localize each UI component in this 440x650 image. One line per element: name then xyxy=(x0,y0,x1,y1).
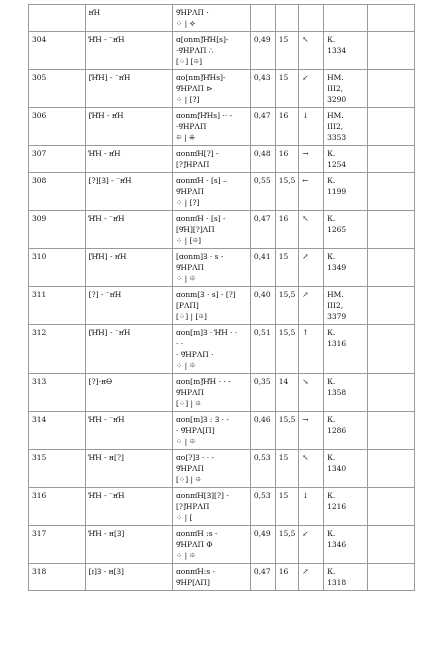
catalog-rows xyxy=(29,5,415,591)
legend-line: ·ꝮꞪPΛП xyxy=(176,122,207,131)
collection-reference xyxy=(324,374,368,412)
diameter-value: 15,5 xyxy=(275,287,299,325)
reverse-legend xyxy=(173,488,251,526)
die-axis-arrow: ↓ xyxy=(299,488,324,526)
reference-line: К. xyxy=(327,176,336,185)
die-axis-arrow: ↙ xyxy=(299,526,324,564)
table-row xyxy=(29,173,415,211)
obverse-inscription: ꞪꞪ - ʜ[?] xyxy=(85,450,172,488)
notes-cell xyxy=(367,173,414,211)
weight-value: 0,47 xyxy=(250,108,275,146)
weight-value: 0,49 xyxy=(250,526,275,564)
legend-line: ɑon[m]Ɜ : Ɜ · - xyxy=(176,415,229,424)
weight-value: 0,48 xyxy=(250,146,275,173)
obverse-inscription: [?]-ʜƟ xyxy=(85,374,172,412)
diameter-value: 15 xyxy=(275,70,299,108)
notes-cell xyxy=(367,108,414,146)
collection-reference xyxy=(324,249,368,287)
legend-line: ⯐ | ⁜ xyxy=(176,133,196,142)
reverse-legend xyxy=(173,374,251,412)
diameter-value: 15,5 xyxy=(275,526,299,564)
legend-line: ꝮꞪPΛП xyxy=(176,388,205,397)
reference-line: 1265 xyxy=(327,225,347,234)
entry-number: 311 xyxy=(29,287,86,325)
die-axis-arrow: ↓ xyxy=(299,108,324,146)
entry-number: 306 xyxy=(29,108,86,146)
diameter-value: 14 xyxy=(275,374,299,412)
die-axis-arrow: ↗ xyxy=(299,249,324,287)
catalog-page xyxy=(28,4,415,591)
reference-line: К. xyxy=(327,529,336,538)
legend-line: ⁘ | [?] xyxy=(176,95,200,104)
legend-line: [⁘] | ⯐ xyxy=(176,475,202,484)
die-axis-arrow: ↘ xyxy=(299,374,324,412)
legend-line: [⁘] | [⯐] xyxy=(176,312,207,321)
legend-line: ꝮꞪPΛП · xyxy=(176,8,209,17)
obverse-inscription: [ꞪꞪ] - ⁻ʜꞪ xyxy=(85,325,172,374)
weight-value: 0,53 xyxy=(250,450,275,488)
table-row xyxy=(29,249,415,287)
legend-line: [ɑonm]Ɜ · s - xyxy=(176,252,224,261)
reverse-legend xyxy=(173,32,251,70)
collection-reference xyxy=(324,173,368,211)
obverse-inscription: ꞪꞪ - ʜꞪ xyxy=(85,146,172,173)
reverse-legend xyxy=(173,564,251,591)
reference-line: III2, xyxy=(327,301,344,310)
reverse-legend xyxy=(173,146,251,173)
legend-line: [ꝮꞪ][?]ΛП xyxy=(176,225,215,234)
reference-line: К. xyxy=(327,252,336,261)
entry-number: 307 xyxy=(29,146,86,173)
reference-line: 1216 xyxy=(327,502,347,511)
legend-line: [PΛП] xyxy=(176,301,199,310)
notes-cell xyxy=(367,249,414,287)
reference-line: 1334 xyxy=(327,46,347,55)
die-axis-arrow: ↑ xyxy=(299,325,324,374)
reference-line: 1358 xyxy=(327,388,347,397)
legend-line: ꝮꞪP[ΛП] xyxy=(176,578,210,587)
weight-value: 0,40 xyxy=(250,287,275,325)
collection-reference xyxy=(324,412,368,450)
reference-line: К. xyxy=(327,453,336,462)
reference-line: К. xyxy=(327,377,336,386)
legend-line: ꝮꞪPΛП ⊳ xyxy=(176,84,213,93)
notes-cell xyxy=(367,526,414,564)
legend-line: [?]ꞪPΛП xyxy=(176,160,210,169)
diameter-value: 16 xyxy=(275,211,299,249)
diameter-value: 15,5 xyxy=(275,173,299,211)
weight-value: 0,53 xyxy=(250,488,275,526)
obverse-inscription: ꞪꞪ - ⁻ʜꞪ xyxy=(85,412,172,450)
reverse-legend xyxy=(173,526,251,564)
table-row xyxy=(29,374,415,412)
legend-line: ⁘ | ⯐ xyxy=(176,361,196,370)
weight-value: 0,47 xyxy=(250,564,275,591)
legend-line: ɑon[m]Ɜ · ꞪꞪ · · xyxy=(176,328,238,337)
weight-value: 0,51 xyxy=(250,325,275,374)
obverse-inscription: ꞪꞪ - ʜ[Ɜ] xyxy=(85,526,172,564)
die-axis-arrow: ← xyxy=(299,173,324,211)
reference-line: 1286 xyxy=(327,426,347,435)
legend-line: ɑonmꞪ[Ɜ][?] - xyxy=(176,491,229,500)
diameter-value: 16 xyxy=(275,108,299,146)
reference-line: 3290 xyxy=(327,95,347,104)
table-row xyxy=(29,211,415,249)
reverse-legend xyxy=(173,108,251,146)
legend-line: ⁘ | ⯐ xyxy=(176,437,196,446)
legend-line: ⁘ | ⯎ xyxy=(176,19,196,28)
collection-reference xyxy=(324,211,368,249)
legend-line: ɑonmꞪ[?] - xyxy=(176,149,219,158)
die-axis-arrow xyxy=(299,5,324,32)
weight-value: 0,35 xyxy=(250,374,275,412)
obverse-inscription: [ɪ]Ɜ - ʜ[Ɜ] xyxy=(85,564,172,591)
reference-line: 3353 xyxy=(327,133,347,142)
legend-line: · ꝮꞪPΛП · xyxy=(176,350,214,359)
legend-line: ꝮꞪPΛП xyxy=(176,187,205,196)
table-row xyxy=(29,526,415,564)
weight-value: 0,43 xyxy=(250,70,275,108)
weight-value xyxy=(250,5,275,32)
reference-line: 1349 xyxy=(327,263,347,272)
diameter-value: 15 xyxy=(275,488,299,526)
die-axis-arrow: ↗ xyxy=(299,287,324,325)
obverse-inscription: ꞪꞪ - ⁻ʜꞪ xyxy=(85,32,172,70)
table-row xyxy=(29,70,415,108)
reference-line: К. xyxy=(327,567,336,576)
reference-line: К. xyxy=(327,35,336,44)
table-row xyxy=(29,287,415,325)
collection-reference xyxy=(324,287,368,325)
legend-line: [⁘] | ⯐ xyxy=(176,399,202,408)
die-axis-arrow: ↖ xyxy=(299,211,324,249)
legend-line: ɑo[nm]ꞪꞪs]- xyxy=(176,73,226,82)
die-axis-arrow: ↖ xyxy=(299,450,324,488)
entry-number: 317 xyxy=(29,526,86,564)
legend-line: ⁘ | ⯐ xyxy=(176,274,196,283)
weight-value: 0,49 xyxy=(250,32,275,70)
legend-line: ⁘ | [ xyxy=(176,513,193,522)
reference-line: К. xyxy=(327,415,336,424)
legend-line: ɑo[?]Ɜ · · - xyxy=(176,453,215,462)
weight-value: 0,47 xyxy=(250,211,275,249)
collection-reference xyxy=(324,32,368,70)
table-row xyxy=(29,412,415,450)
reverse-legend xyxy=(173,5,251,32)
notes-cell xyxy=(367,5,414,32)
entry-number: 304 xyxy=(29,32,86,70)
legend-line: ꝮꞪPΛП xyxy=(176,263,205,272)
diameter-value: 15,5 xyxy=(275,412,299,450)
diameter-value: 16 xyxy=(275,564,299,591)
entry-number: 315 xyxy=(29,450,86,488)
table-row xyxy=(29,325,415,374)
entry-number: 314 xyxy=(29,412,86,450)
diameter-value xyxy=(275,5,299,32)
legend-line: ɑonmꞪ:s - xyxy=(176,567,216,576)
reference-line: К. xyxy=(327,214,336,223)
reference-line: III2, xyxy=(327,84,344,93)
table-row xyxy=(29,5,415,32)
legend-line: [?]ꞪPΛП xyxy=(176,502,210,511)
die-axis-arrow: → xyxy=(299,412,324,450)
reverse-legend xyxy=(173,173,251,211)
notes-cell xyxy=(367,146,414,173)
diameter-value: 15,5 xyxy=(275,325,299,374)
legend-line: ·ꝮꞪPΛП ∴ xyxy=(176,46,214,55)
obverse-inscription: ꞪꞪ - ⁻ʜꞪ xyxy=(85,211,172,249)
notes-cell xyxy=(367,287,414,325)
entry-number: 318 xyxy=(29,564,86,591)
reference-line: НМ. xyxy=(327,290,344,299)
obverse-inscription: ꞪꞪ - ⁻ʜꞪ xyxy=(85,488,172,526)
legend-line: ɑ[onm]ꞪꞪ[s]- xyxy=(176,35,229,44)
collection-reference xyxy=(324,450,368,488)
diameter-value: 15 xyxy=(275,450,299,488)
collection-reference xyxy=(324,146,368,173)
reverse-legend xyxy=(173,287,251,325)
entry-number: 310 xyxy=(29,249,86,287)
obverse-inscription: [ꞪꞪ] - ʜꞪ xyxy=(85,249,172,287)
entry-number: 312 xyxy=(29,325,86,374)
reverse-legend xyxy=(173,70,251,108)
weight-value: 0,55 xyxy=(250,173,275,211)
entry-number: 316 xyxy=(29,488,86,526)
legend-line: ɑonmꞪ · [s] – xyxy=(176,176,227,185)
legend-line: ɑonm[ꞪꞪs] ·· - xyxy=(176,111,233,120)
reverse-legend xyxy=(173,249,251,287)
legend-line: ⁘ | ⯐ xyxy=(176,551,196,560)
legend-line: ꝮꞪPΛП Φ xyxy=(176,540,213,549)
entry-number: 313 xyxy=(29,374,86,412)
reverse-legend xyxy=(173,211,251,249)
legend-line: · ꝮꞪPΛ[П] xyxy=(176,426,215,435)
reference-line: НМ. xyxy=(327,111,344,120)
reference-line: 3379 xyxy=(327,312,347,321)
die-axis-arrow: ↖ xyxy=(299,32,324,70)
reference-line: III2, xyxy=(327,122,344,131)
table-row xyxy=(29,108,415,146)
notes-cell xyxy=(367,70,414,108)
legend-line: ɑonmꞪ :s - xyxy=(176,529,218,538)
collection-reference xyxy=(324,488,368,526)
collection-reference xyxy=(324,5,368,32)
weight-value: 0,46 xyxy=(250,412,275,450)
collection-reference xyxy=(324,325,368,374)
obverse-inscription: [ꞪꞪ - ʜꞪ xyxy=(85,108,172,146)
collection-reference xyxy=(324,70,368,108)
reverse-legend xyxy=(173,412,251,450)
notes-cell xyxy=(367,325,414,374)
legend-line: ⁘ | [⯐] xyxy=(176,236,202,245)
reverse-legend xyxy=(173,325,251,374)
diameter-value: 16 xyxy=(275,146,299,173)
reference-line: 1199 xyxy=(327,187,347,196)
notes-cell xyxy=(367,211,414,249)
notes-cell xyxy=(367,450,414,488)
entry-number: 308 xyxy=(29,173,86,211)
notes-cell xyxy=(367,32,414,70)
notes-cell xyxy=(367,412,414,450)
reference-line: 1316 xyxy=(327,339,347,348)
entry-number xyxy=(29,5,86,32)
reference-line: 1346 xyxy=(327,540,347,549)
table-row xyxy=(29,450,415,488)
collection-reference xyxy=(324,564,368,591)
reference-line: 1340 xyxy=(327,464,347,473)
collection-reference xyxy=(324,108,368,146)
diameter-value: 15 xyxy=(275,249,299,287)
table-row xyxy=(29,564,415,591)
legend-line: ꝮꞪPΛП xyxy=(176,464,205,473)
coin-catalog-table xyxy=(28,4,415,591)
table-row xyxy=(29,488,415,526)
reverse-legend xyxy=(173,450,251,488)
die-axis-arrow: → xyxy=(299,146,324,173)
weight-value: 0,41 xyxy=(250,249,275,287)
obverse-inscription: [?] - ⁻ʜꞪ xyxy=(85,287,172,325)
notes-cell xyxy=(367,374,414,412)
table-row xyxy=(29,146,415,173)
reference-line: 1318 xyxy=(327,578,347,587)
entry-number: 309 xyxy=(29,211,86,249)
legend-line: · · xyxy=(176,339,184,348)
reference-line: НМ. xyxy=(327,73,344,82)
die-axis-arrow: ↗ xyxy=(299,564,324,591)
die-axis-arrow: ↙ xyxy=(299,70,324,108)
diameter-value: 15 xyxy=(275,32,299,70)
obverse-inscription: [ꞪꞪ] - ⁻ʜꞪ xyxy=(85,70,172,108)
legend-line: ɑonm[Ɜ · s] - [?] xyxy=(176,290,236,299)
collection-reference xyxy=(324,526,368,564)
obverse-inscription: [?][Ɜ] - ⁻ʜꞪ xyxy=(85,173,172,211)
reference-line: К. xyxy=(327,328,336,337)
notes-cell xyxy=(367,488,414,526)
table-row xyxy=(29,32,415,70)
notes-cell xyxy=(367,564,414,591)
legend-line: ⁘ | [?] xyxy=(176,198,200,207)
obverse-inscription: ʜꞪ xyxy=(85,5,172,32)
entry-number: 305 xyxy=(29,70,86,108)
legend-line: [⁘] [⯐] xyxy=(176,57,202,66)
legend-line: ɑon[m]ꞪꞪ · · - xyxy=(176,377,231,386)
reference-line: К. xyxy=(327,149,336,158)
legend-line: ɑonmꞪ · [s] - xyxy=(176,214,226,223)
reference-line: 1254 xyxy=(327,160,347,169)
reference-line: К. xyxy=(327,491,336,500)
